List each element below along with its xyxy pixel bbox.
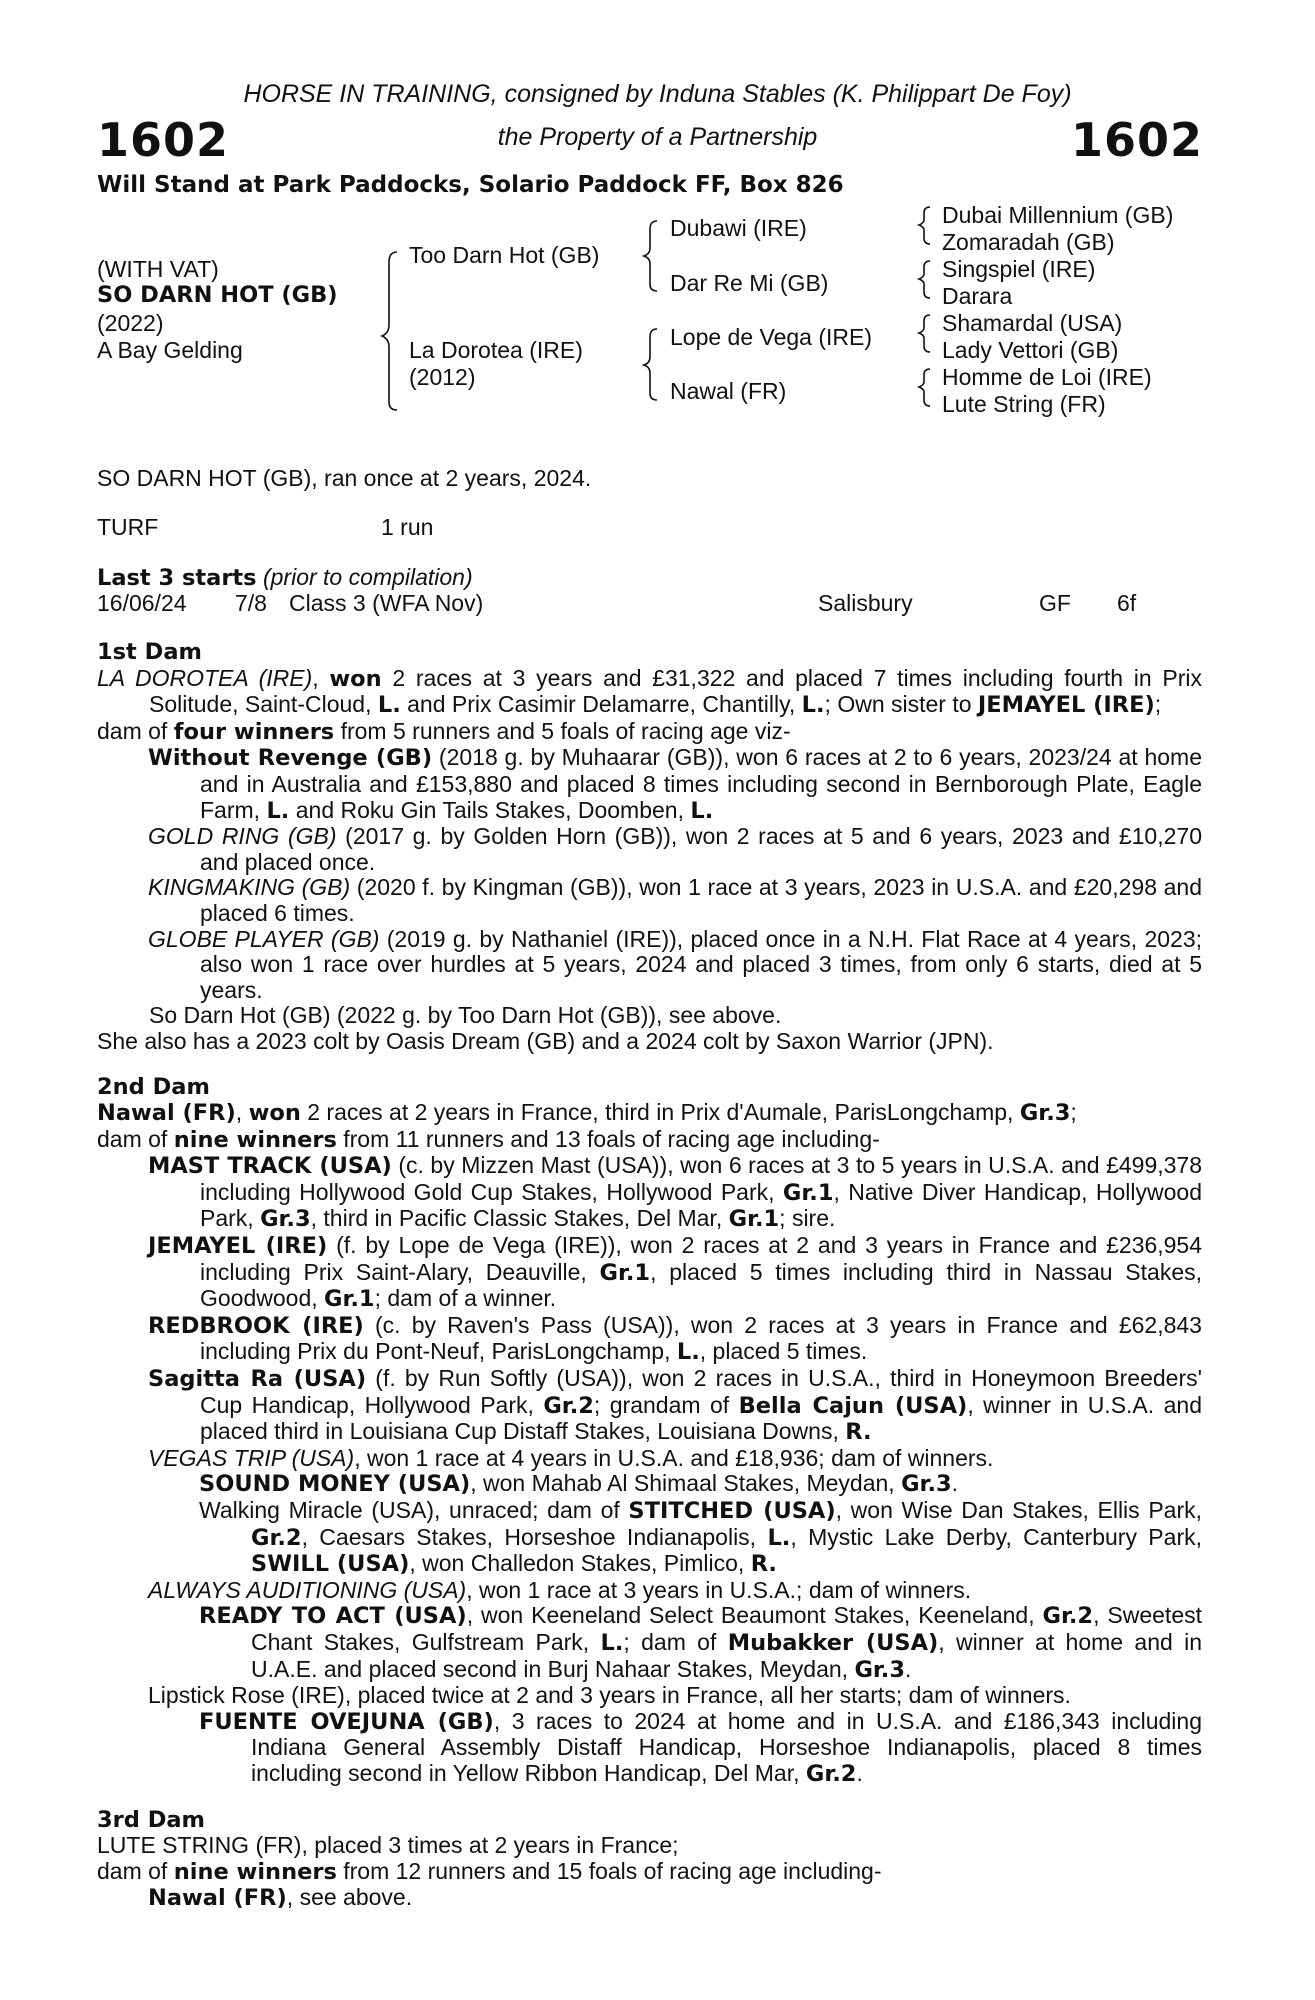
- grade: Gr.3: [854, 1656, 906, 1683]
- winners-count: nine winners: [173, 1858, 337, 1885]
- text: , won Keeneland Select Beaumont Stakes, Keeneland,: [466, 1602, 1043, 1629]
- horse-name: Mubakker (USA): [727, 1629, 939, 1656]
- vat-label: (WITH VAT): [97, 256, 219, 282]
- grade: Gr.3: [260, 1206, 311, 1233]
- text: LUTE STRING (FR), placed 3 times at 2 years in France;: [97, 1832, 679, 1859]
- text: , third in Pacific Classic Stakes, Del Mar,: [310, 1205, 729, 1232]
- also-has-note: [97, 1029, 1202, 1055]
- first-dam-title: 1st Dam: [97, 639, 202, 665]
- sire-sire: Dubawi (IRE): [670, 215, 807, 241]
- third-dam-produce: [97, 1859, 1202, 1886]
- grade: L.: [767, 1524, 791, 1551]
- ggs-4: Homme de Loi (IRE): [942, 364, 1152, 390]
- venue-line: Will Stand at Park Paddocks, Solario Paddock FF, Box 826: [97, 172, 844, 198]
- horse-year: (2022): [97, 310, 164, 336]
- lot-number-left: 1602: [97, 113, 230, 167]
- text: from 11 runners and 13 foals of racing age including-: [336, 1125, 880, 1152]
- text: (c. by Mizzen Mast (USA)), won 6 races at 3 to 5 years in U.S.A. and £499,378 including Hollywood Gold Cup Stakes, Hollywood Park,: [200, 1152, 1202, 1205]
- text: ; sire.: [779, 1205, 836, 1232]
- text: , winner in U.S.A. and placed third in Louisiana Cup Distaff Stakes, Louisiana Downs,: [200, 1391, 1202, 1445]
- winners-count: four winners: [173, 718, 335, 745]
- list-item: [97, 875, 1202, 926]
- ggd-2: Darara: [942, 283, 1013, 309]
- grade: L.: [801, 692, 825, 719]
- grade: Gr.2: [805, 1760, 857, 1787]
- list-item: [97, 1578, 1202, 1604]
- pedigree-brackets: [0, 0, 1315, 420]
- text: , Sweetest Chant Stakes, Gulfstream Park,: [251, 1602, 1202, 1655]
- dam: La Dorotea (IRE): [409, 337, 583, 363]
- start-course: Salisbury: [818, 590, 913, 616]
- surface-label: TURF: [97, 514, 159, 540]
- text: ; dam of a winner.: [374, 1285, 557, 1312]
- list-item: [97, 1446, 1202, 1472]
- text: , won Mahab Al Shimaal Stakes, Meydan,: [470, 1470, 902, 1497]
- horse-name: SOUND MONEY (USA): [199, 1471, 471, 1498]
- list-item: [97, 927, 1202, 1004]
- grade: Gr.1: [782, 1179, 834, 1206]
- text: (f. by Run Softly (USA)), won 2 races in U.S.A., third in Honeymoon Breeders' Cup Handicap, Hollywood Park,: [200, 1365, 1202, 1418]
- list-item: [97, 745, 1202, 824]
- sire: Too Darn Hot (GB): [409, 242, 600, 268]
- third-dam-entry: [97, 1833, 1202, 1859]
- horse-name: READY TO ACT (USA): [199, 1603, 467, 1630]
- horse-name: GOLD RING (GB): [148, 823, 337, 850]
- horse-name: Nawal (FR): [148, 1885, 287, 1912]
- dam-year: (2012): [409, 364, 476, 390]
- grade: L.: [690, 797, 714, 824]
- start-distance: 6f: [1117, 590, 1137, 616]
- text: , Native Diver Handicap, Hollywood Park,: [200, 1178, 1202, 1232]
- race-summary: SO DARN HOT (GB), ran once at 2 years, 2024.: [97, 465, 592, 491]
- horse-name: MAST TRACK (USA): [148, 1153, 392, 1180]
- dam-name: LA DOROTEA (IRE): [97, 664, 313, 691]
- list-item: [97, 824, 1202, 875]
- grade: L.: [600, 1629, 624, 1656]
- horse-name: ALWAYS AUDITIONING (USA): [148, 1576, 467, 1603]
- start-going: GF: [1039, 590, 1071, 616]
- text: Lipstick Rose (IRE), placed twice at 2 and 3 years in France, all her starts; dam of winners.: [148, 1682, 1071, 1709]
- produce-record: [97, 640, 1202, 1912]
- property-line: the Property of a Partnership: [497, 123, 818, 151]
- grade: Gr.3: [901, 1471, 952, 1498]
- grade: Gr.3: [1019, 1100, 1071, 1127]
- second-dam-entry: [97, 1100, 1202, 1127]
- text: , placed 5 times including third in Nassau Stakes, Goodwood,: [200, 1258, 1202, 1312]
- ggs-2: Singspiel (IRE): [942, 256, 1096, 282]
- text: .: [905, 1655, 912, 1682]
- start-date: 16/06/24: [97, 590, 187, 616]
- horse-link: Without Revenge (GB): [148, 745, 433, 772]
- text: So Darn Hot (GB) (2022 g. by Too Darn Hot (GB)), see above.: [149, 1002, 782, 1029]
- ggd-3: Lady Vettori (GB): [942, 337, 1119, 363]
- text: ; grandam of: [593, 1391, 739, 1418]
- text: dam of: [97, 1125, 174, 1152]
- grade: R.: [750, 1551, 777, 1578]
- lot-number-right: 1602: [1070, 113, 1203, 167]
- text: ;: [1154, 691, 1162, 718]
- text: , won Challedon Stakes, Pimlico,: [409, 1550, 751, 1577]
- text: She also has a 2023 colt by Oasis Dream (GB) and a 2024 colt by Saxon Warrior (JPN).: [97, 1027, 994, 1054]
- list-item: [97, 1603, 1202, 1683]
- text: (2019 g. by Nathaniel (IRE)), placed once in a N.H. Flat Race at 4 years, 2023; also won 1 race over hurdles at 5 years, 2024 and placed 3 times, from only 6 starts, died at 5 years.: [200, 925, 1203, 1003]
- first-dam-entry: [97, 666, 1202, 719]
- sister-name: JEMAYEL (IRE): [977, 692, 1155, 719]
- text: , won 1 race at 4 years in U.S.A. and £18,936; dam of winners.: [354, 1444, 994, 1471]
- text: from 5 runners and 5 foals of racing age viz-: [334, 717, 791, 744]
- horse-name: GLOBE PLAYER (GB): [148, 925, 380, 952]
- text: and Roku Gin Tails Stakes, Doomben,: [289, 796, 691, 823]
- text: dam of: [97, 1857, 174, 1884]
- text: ,: [312, 664, 330, 691]
- grade: Gr.2: [1042, 1603, 1094, 1630]
- text: ; dam of: [623, 1628, 728, 1655]
- consignor-line: HORSE IN TRAINING, consigned by Induna Stables (K. Philippart De Foy): [243, 80, 1072, 108]
- won-label: won: [329, 665, 382, 692]
- grade: L.: [676, 1339, 700, 1366]
- horse-name: Sagitta Ra (USA): [148, 1366, 367, 1393]
- text: , won Wise Dan Stakes, Ellis Park,: [835, 1497, 1202, 1523]
- text: ; Own sister to: [824, 691, 978, 718]
- text: .: [951, 1470, 959, 1497]
- ggd-4: Lute String (FR): [942, 391, 1106, 417]
- text: , won 1 race at 3 years in U.S.A.; dam of winners.: [466, 1576, 972, 1603]
- horse-name: SWILL (USA): [251, 1551, 410, 1578]
- text: .: [856, 1759, 863, 1786]
- ggs-1: Dubai Millennium (GB): [942, 202, 1174, 228]
- first-dam-produce: [97, 719, 1202, 746]
- grade: R.: [845, 1419, 872, 1446]
- text: (f. by Lope de Vega (IRE)), won 2 races at 2 and 3 years in France and £236,954 including Prix Saint-Alary, Deauville,: [200, 1232, 1203, 1285]
- text: Walking Miracle (USA), unraced; dam of: [199, 1497, 629, 1523]
- horse-name: JEMAYEL (IRE): [148, 1233, 328, 1260]
- text: from 12 runners and 15 foals of racing age including-: [336, 1857, 882, 1884]
- sire-dam: Dar Re Mi (GB): [670, 270, 829, 296]
- dam-name: Nawal (FR): [97, 1100, 236, 1127]
- text: dam of: [97, 717, 174, 744]
- text: and Prix Casimir Delamarre, Chantilly,: [400, 691, 802, 718]
- list-item: [97, 1003, 1202, 1029]
- text: , 3 races to 2024 at home and in U.S.A. and £186,343 including Indiana General Assembly Distaff Handicap, Horseshoe Indianapolis, placed 8 times including second in Yellow Ribbon Handicap, Del Mar,: [251, 1707, 1203, 1786]
- horse-name: FUENTE OVEJUNA (GB): [199, 1708, 494, 1735]
- text: , Caesars Stakes, Horseshoe Indianapolis,: [301, 1523, 768, 1550]
- list-item: [97, 1683, 1202, 1709]
- ggd-1: Zomaradah (GB): [942, 229, 1115, 255]
- grade: L.: [266, 797, 290, 824]
- last-starts-note: (prior to compilation): [262, 564, 473, 590]
- grade: Gr.2: [543, 1392, 594, 1419]
- horse-name: VEGAS TRIP (USA): [148, 1444, 355, 1471]
- start-race: Class 3 (WFA Nov): [289, 590, 484, 616]
- winners-count: nine winners: [173, 1126, 337, 1153]
- horse-name: Bella Cajun (USA): [738, 1392, 968, 1419]
- start-position: 7/8: [235, 590, 267, 616]
- list-item: [97, 1153, 1202, 1233]
- third-dam-title: 3rd Dam: [97, 1806, 205, 1833]
- text: (2018 g. by Muhaarar (GB)), won 6 races at 2 to 6 years, 2023/24 at home and in Australia and £153,880 and placed 8 times including second in Bernborough Plate, Eagle Farm,: [200, 744, 1202, 823]
- horse-name: KINGMAKING (GB): [148, 874, 351, 901]
- list-item: [97, 1885, 1202, 1912]
- list-item: [97, 1471, 1202, 1498]
- horse-description: A Bay Gelding: [97, 337, 243, 363]
- won-label: won: [248, 1100, 301, 1127]
- horse-name: REDBROOK (IRE): [148, 1312, 364, 1339]
- grade: L.: [377, 692, 401, 719]
- list-item: [97, 1313, 1202, 1366]
- ggs-3: Shamardal (USA): [942, 310, 1123, 336]
- list-item: [97, 1366, 1202, 1446]
- dam-sire: Lope de Vega (IRE): [670, 324, 873, 350]
- text: , Mystic Lake Derby, Canterbury Park,: [790, 1523, 1202, 1550]
- grade: Gr.1: [599, 1259, 651, 1286]
- grade: Gr.1: [324, 1286, 375, 1313]
- text: 2 races at 2 years in France, third in Prix d'Aumale, ParisLongchamp,: [300, 1099, 1020, 1126]
- last-starts-heading: [97, 564, 473, 591]
- second-dam-produce: [97, 1127, 1202, 1154]
- text: , placed 5 times.: [699, 1338, 868, 1365]
- horse-name: SO DARN HOT (GB): [97, 282, 338, 308]
- text: , winner at home and in U.A.E. and placed second in Burj Nahaar Stakes, Meydan,: [251, 1628, 1203, 1682]
- text: (2017 g. by Golden Horn (GB)), won 2 races at 5 and 6 years, 2023 and £10,270 and placed once.: [200, 823, 1202, 875]
- text: (2020 f. by Kingman (GB)), won 1 race at 3 years, 2023 in U.S.A. and £20,298 and placed 6 times.: [200, 874, 1203, 926]
- text: ,: [235, 1099, 249, 1126]
- text: ;: [1070, 1099, 1077, 1126]
- text: (c. by Raven's Pass (USA)), won 2 races at 3 years in France and £62,843 including Prix du Pont-Neuf, ParisLongchamp,: [200, 1311, 1202, 1365]
- last-starts-title: Last 3 starts: [97, 565, 257, 591]
- grade: Gr.1: [728, 1206, 780, 1233]
- text: , see above.: [286, 1884, 413, 1911]
- list-item: [97, 1498, 1202, 1578]
- list-item: [97, 1233, 1202, 1313]
- list-item: [97, 1709, 1202, 1788]
- runs-count: 1 run: [381, 514, 434, 540]
- dam-dam: Nawal (FR): [670, 378, 787, 404]
- second-dam-title: 2nd Dam: [97, 1073, 210, 1100]
- horse-name: STITCHED (USA): [628, 1498, 836, 1524]
- text: 2 races at 3 years and £31,322 and placed 7 times including fourth in Prix Solitude, Saint-Cloud,: [149, 664, 1202, 718]
- grade: Gr.2: [251, 1524, 302, 1551]
